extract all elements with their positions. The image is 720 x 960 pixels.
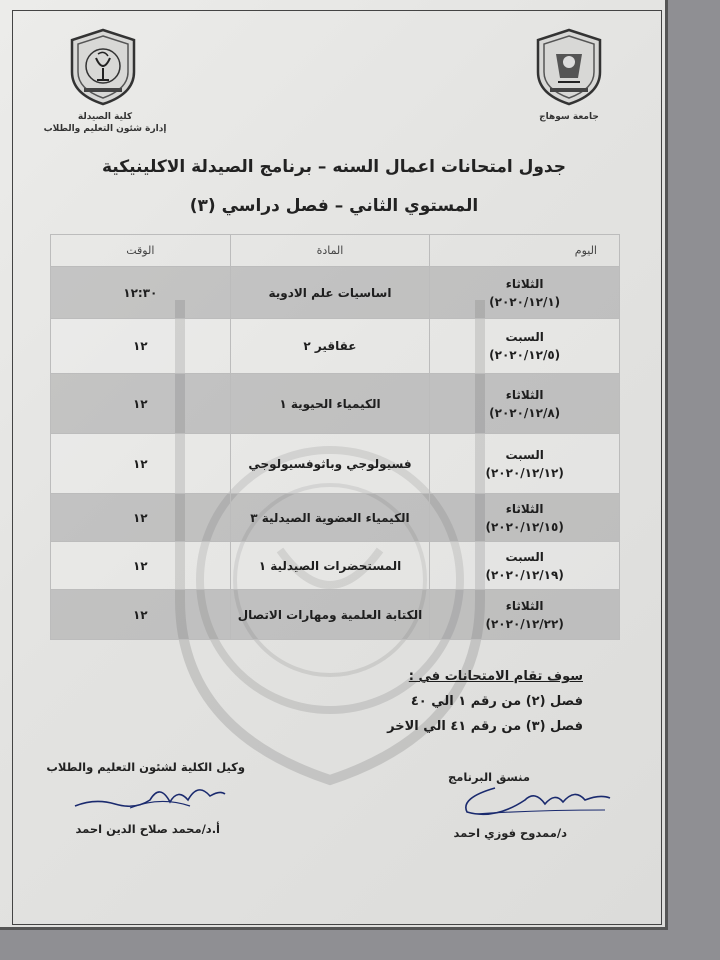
document-title: جدول امتحانات اعمال السنه – برنامج الصيدلة الاكلينيكية	[101, 157, 566, 177]
sohag-university-crest-icon	[534, 28, 604, 106]
vice-dean-signature	[70, 778, 230, 818]
table-row	[51, 319, 620, 374]
subject-cell: فسيولوجي وباثوفسيولوجي	[230, 434, 430, 494]
day-cell	[430, 590, 620, 640]
exam-date: (٢٠٢٠/١٢/٢٢)	[485, 616, 564, 631]
exam-date: (٢٠٢٠/١٢/١٩)	[485, 567, 564, 582]
day-cell	[430, 542, 620, 590]
table-row	[51, 374, 620, 434]
day-cell	[430, 494, 620, 542]
table-row	[51, 590, 620, 640]
faculty-name-caption: كلية الصيدلة	[77, 112, 133, 122]
notes-line-2: فصل (٣) من رقم ٤١ الي الاخر	[387, 719, 583, 734]
day-cell	[430, 434, 620, 494]
day-name: السبت	[505, 330, 544, 344]
time-cell: ١٢:٣٠	[51, 267, 231, 319]
column-header-time: الوقت	[51, 235, 231, 267]
exam-date: (٢٠٢٠/١٢/١٢)	[485, 465, 564, 480]
time-cell: ١٢	[51, 434, 231, 494]
exam-location-notes	[387, 664, 583, 739]
department-caption: إدارة شئون التعليم والطلاب	[43, 124, 167, 134]
table-row	[51, 434, 620, 494]
time-cell: ١٢	[51, 590, 231, 640]
coordinator-signature	[455, 780, 615, 822]
coordinator-title: منسق البرنامج	[447, 770, 530, 784]
vice-dean-title: وكيل الكلية لشئون التعليم والطلاب	[46, 760, 245, 774]
vice-dean-name: أ.د/محمد صلاح الدين احمد	[75, 822, 220, 836]
day-name: الثلاثاء	[505, 501, 544, 516]
day-cell	[430, 319, 620, 374]
column-header-day: اليوم	[430, 235, 620, 267]
exam-date: (٢٠٢٠/١٢/٥)	[489, 348, 561, 362]
time-cell: ١٢	[51, 374, 231, 434]
subject-cell: الكتابة العلمية ومهارات الاتصال	[230, 590, 430, 640]
day-name: الثلاثاء	[505, 276, 544, 291]
time-cell: ١٢	[51, 542, 231, 590]
time-cell: ١٢	[51, 319, 231, 374]
faculty-of-pharmacy-crest-icon	[68, 28, 138, 106]
exam-date: (٢٠٢٠/١٢/١)	[489, 294, 561, 309]
table-row	[51, 267, 620, 319]
exam-date: (٢٠٢٠/١٢/١٥)	[485, 519, 564, 534]
document-subtitle: المستوي الثاني – فصل دراسي (٣)	[189, 196, 479, 216]
subject-cell: الكيمياء الحيوية ١	[230, 374, 430, 434]
notes-heading: سوف تقام الامتحانات في :	[408, 669, 583, 684]
subject-cell: عقاقير ٢	[230, 319, 430, 374]
day-name: السبت	[505, 549, 544, 564]
time-cell: ١٢	[51, 494, 231, 542]
coordinator-name: د/ممدوح فوزي احمد	[453, 826, 567, 840]
subject-cell: اساسيات علم الادوية	[230, 267, 430, 319]
day-name: الثلاثاء	[505, 598, 544, 613]
exam-schedule-table	[50, 234, 620, 640]
day-cell	[430, 267, 620, 319]
university-name-caption: جامعة سوهاج	[539, 112, 599, 122]
day-name: الثلاثاء	[505, 387, 544, 402]
subject-cell: المستحضرات الصيدلية ١	[230, 542, 430, 590]
table-row	[51, 542, 620, 590]
exam-date: (٢٠٢٠/١٢/٨)	[489, 405, 561, 420]
column-header-subject: المادة	[230, 235, 430, 267]
notes-line-1: فصل (٢) من رقم ١ الي ٤٠	[410, 694, 583, 709]
day-name: السبت	[505, 447, 544, 462]
table-header-row	[51, 235, 620, 267]
subject-cell: الكيمياء العضوية الصيدلية ٣	[230, 494, 430, 542]
table-row	[51, 494, 620, 542]
day-cell	[430, 374, 620, 434]
